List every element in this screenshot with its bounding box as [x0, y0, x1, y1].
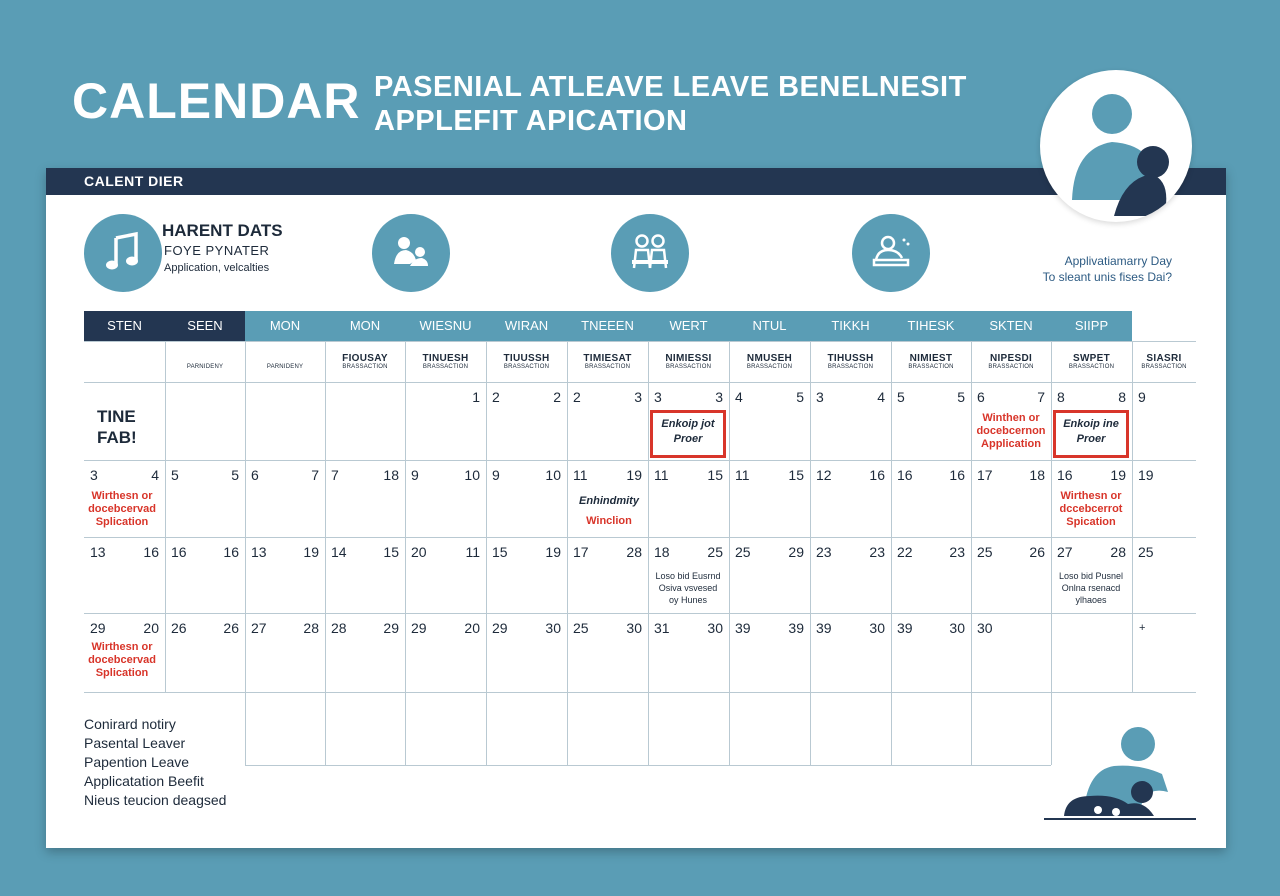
- event-box-line-1: Enkoip jot: [661, 418, 715, 430]
- day-number[interactable]: 3: [654, 389, 662, 405]
- day-number[interactable]: 3: [634, 389, 642, 405]
- page-title: CALENDAR: [72, 73, 361, 129]
- grid-line: [245, 341, 246, 765]
- day-number[interactable]: 4: [877, 389, 885, 405]
- day-number[interactable]: 15: [492, 544, 508, 560]
- grid-line: [405, 341, 406, 765]
- note-event-line-1: Loso bid Pusnel: [1058, 571, 1124, 581]
- day-number[interactable]: 25: [977, 544, 993, 560]
- day-subheader: [1132, 346, 1196, 378]
- day-subheader-label: NIMIEST: [909, 353, 953, 364]
- day-number[interactable]: 2: [492, 389, 500, 405]
- day-number[interactable]: 12: [816, 467, 832, 483]
- day-number[interactable]: 4: [151, 467, 159, 483]
- weekday-header[interactable]: STEN: [84, 311, 165, 341]
- day-number[interactable]: 13: [251, 544, 267, 560]
- parent-with-baby-icon: [1044, 720, 1196, 824]
- day-number[interactable]: 16: [223, 544, 239, 560]
- day-number[interactable]: 26: [171, 620, 187, 636]
- grid-line: [1051, 341, 1052, 765]
- info-note: Application, velcalties: [164, 262, 270, 274]
- application-event-line-3: Splication: [95, 516, 149, 528]
- grid-line: [84, 382, 1196, 383]
- day-number[interactable]: 9: [1138, 389, 1146, 405]
- day-number[interactable]: 11: [654, 467, 669, 483]
- application-event-line-3: Spication: [1066, 516, 1116, 528]
- grid-line: [891, 341, 892, 765]
- day-number[interactable]: 7: [311, 467, 319, 483]
- epidemity-line-1: Enhindmity: [579, 495, 639, 507]
- day-subheader-note: BRASSACTION: [503, 364, 550, 370]
- day-number[interactable]: 30: [626, 620, 642, 636]
- family-icon: [611, 214, 689, 292]
- day-number[interactable]: 29: [788, 544, 804, 560]
- day-number[interactable]: 19: [1138, 467, 1154, 483]
- day-number[interactable]: 26: [223, 620, 239, 636]
- day-number[interactable]: 8: [1057, 389, 1065, 405]
- note-event-line-1: Loso bid Eusrnd: [655, 571, 721, 581]
- note-event-line-2: Osiva vsvesed: [658, 583, 718, 593]
- grid-line: [84, 613, 1196, 614]
- day-number[interactable]: 13: [90, 544, 106, 560]
- day-number[interactable]: 15: [383, 544, 399, 560]
- day-number[interactable]: 16: [143, 544, 159, 560]
- day-number[interactable]: 23: [949, 544, 965, 560]
- grid-line: [165, 341, 166, 692]
- day-number[interactable]: 31: [654, 620, 670, 636]
- day-number[interactable]: 11: [735, 467, 750, 483]
- grid-line: [1132, 341, 1133, 692]
- day-subheader: [486, 346, 567, 378]
- day-number[interactable]: 39: [816, 620, 832, 636]
- day-subheader-label: TIHUSSH: [827, 353, 874, 364]
- day-subheader-label: NIPESDI: [989, 353, 1033, 364]
- application-day-note: [1000, 253, 1172, 285]
- weekday-header[interactable]: SIIPP: [1051, 311, 1132, 341]
- weekday-header[interactable]: WIESNU: [405, 311, 486, 341]
- application-event-line-3: Application: [981, 438, 1041, 450]
- event-box[interactable]: [650, 410, 726, 458]
- music-note-icon: [84, 214, 162, 292]
- day-number[interactable]: 7: [331, 467, 339, 483]
- grid-line: [486, 341, 487, 765]
- day-subheader-note: BRASSACTION: [988, 364, 1034, 370]
- day-number[interactable]: 6: [977, 389, 985, 405]
- day-number[interactable]: 28: [331, 620, 347, 636]
- day-number[interactable]: 22: [897, 544, 913, 560]
- weekday-header[interactable]: SKTEN: [971, 311, 1051, 341]
- day-number[interactable]: 10: [464, 467, 480, 483]
- day-number[interactable]: 17: [573, 544, 589, 560]
- day-subheader-note: PARNIDENY: [266, 364, 304, 370]
- day-subheader: [325, 346, 405, 378]
- legend-item: Papention Leave: [84, 754, 190, 770]
- grid-line: [84, 692, 1196, 693]
- day-number[interactable]: 23: [869, 544, 885, 560]
- legend: [84, 715, 226, 810]
- weekday-header[interactable]: TNEEEN: [567, 311, 648, 341]
- day-number[interactable]: 30: [545, 620, 561, 636]
- day-number[interactable]: 1: [472, 389, 480, 405]
- day-number[interactable]: 30: [949, 620, 965, 636]
- day-subheader-label: TINUESH: [422, 353, 469, 364]
- day-number[interactable]: 2: [573, 389, 581, 405]
- day-number[interactable]: 25: [735, 544, 751, 560]
- application-event-line-2: docebcervad: [88, 654, 156, 666]
- grid-line: [971, 341, 972, 765]
- weekday-header[interactable]: TIHESK: [891, 311, 971, 341]
- day-number[interactable]: 14: [331, 544, 347, 560]
- legend-item: Nieus teucion deagsed: [84, 792, 227, 808]
- day-subheader-note: BRASSACTION: [1068, 364, 1115, 370]
- day-number[interactable]: 27: [251, 620, 267, 636]
- event-box-line-2: Proer: [1076, 433, 1106, 445]
- day-number[interactable]: 28: [626, 544, 642, 560]
- day-subheader: [567, 346, 648, 378]
- page-subtitle: [374, 70, 967, 138]
- application-event-line-1: Wirthesn or: [1060, 490, 1122, 502]
- note-event-line-3: ylhaoes: [1075, 595, 1107, 605]
- day-number[interactable]: 16: [897, 467, 913, 483]
- day-subheader: [971, 346, 1051, 378]
- day-subheader: [405, 346, 486, 378]
- day-number[interactable]: 3: [90, 467, 98, 483]
- day-number[interactable]: 23: [816, 544, 832, 560]
- day-subheader-note: BRASSACTION: [827, 364, 874, 370]
- day-number[interactable]: 5: [171, 467, 179, 483]
- day-number[interactable]: 39: [735, 620, 751, 636]
- day-number[interactable]: 5: [957, 389, 965, 405]
- day-subheader-note: BRASSACTION: [422, 364, 469, 370]
- day-subheader: [729, 346, 810, 378]
- application-event[interactable]: [1053, 490, 1129, 529]
- page-subtitle-line-1: PASENIAL ATLEAVE LEAVE BENELNESIT: [374, 71, 967, 103]
- epidemity-event[interactable]: [570, 491, 648, 531]
- day-number[interactable]: 18: [654, 544, 670, 560]
- day-subheader-label: SWPET: [1072, 353, 1111, 364]
- day-subheader: [165, 346, 245, 378]
- weekday-header[interactable]: WIRAN: [486, 311, 567, 341]
- day-number[interactable]: 29: [411, 620, 427, 636]
- day-subheader-note: BRASSACTION: [342, 364, 388, 370]
- day-subheader-note: BRASSACTION: [1141, 364, 1187, 370]
- weekday-header[interactable]: MON: [245, 311, 325, 341]
- day-number[interactable]: 7: [1037, 389, 1045, 405]
- day-number[interactable]: 4: [735, 389, 743, 405]
- day-number[interactable]: 16: [949, 467, 965, 483]
- day-number[interactable]: 20: [411, 544, 427, 560]
- day-subheader: [891, 346, 971, 378]
- day-number[interactable]: 5: [796, 389, 804, 405]
- parent-holding-baby-icon: [1040, 70, 1192, 222]
- day-number[interactable]: 15: [707, 467, 723, 483]
- application-event-line-1: Wirthesn or: [91, 490, 153, 502]
- tine-fab-line-1: TINE: [97, 407, 136, 426]
- tine-fab-line-2: FAB!: [97, 428, 137, 447]
- grid-line: [567, 341, 568, 765]
- day-number[interactable]: 29: [492, 620, 508, 636]
- day-number[interactable]: 19: [626, 467, 642, 483]
- day-number[interactable]: 18: [1029, 467, 1045, 483]
- day-number[interactable]: 16: [1057, 467, 1073, 483]
- day-number[interactable]: 39: [897, 620, 913, 636]
- add-event-button[interactable]: +: [1139, 622, 1146, 634]
- weekday-header[interactable]: TIKKH: [810, 311, 891, 341]
- application-event-line-2: dccebcerrot: [1059, 503, 1123, 515]
- day-subheader: [648, 346, 729, 378]
- day-number[interactable]: 15: [788, 467, 804, 483]
- grid-line: [648, 341, 649, 765]
- day-number[interactable]: 9: [492, 467, 500, 483]
- note-event-line-2: Onlna rsenacd: [1061, 583, 1121, 593]
- day-subheader-label: NIMIESSI: [665, 353, 712, 364]
- calendar-card-bar: CALENT DIER: [46, 168, 1226, 195]
- day-number[interactable]: 5: [897, 389, 905, 405]
- application-day-line-1: Applivatiamarry Day: [1064, 254, 1172, 268]
- day-number[interactable]: 30: [869, 620, 885, 636]
- day-number[interactable]: 29: [383, 620, 399, 636]
- application-event-line-1: Winthen or: [982, 412, 1040, 424]
- day-number[interactable]: 16: [869, 467, 885, 483]
- day-number[interactable]: 20: [143, 620, 159, 636]
- grid-line: [84, 537, 1196, 538]
- legend-item: Pasental Leaver: [84, 735, 186, 751]
- event-box-line-2: Proer: [673, 433, 703, 445]
- grid-line: [325, 341, 326, 765]
- application-event-line-2: docebcervad: [88, 503, 156, 515]
- application-event-line-2: docebcernon: [976, 425, 1046, 437]
- day-subheader: [1051, 346, 1132, 378]
- day-number[interactable]: 20: [464, 620, 480, 636]
- application-event-line-3: Splication: [95, 667, 149, 679]
- event-box[interactable]: [1053, 410, 1129, 458]
- day-number[interactable]: 16: [171, 544, 187, 560]
- day-number[interactable]: 10: [545, 467, 561, 483]
- day-number[interactable]: 17: [977, 467, 993, 483]
- day-subheader-note: BRASSACTION: [665, 364, 712, 370]
- day-number[interactable]: 30: [977, 620, 993, 636]
- grid-line: [729, 341, 730, 765]
- event-box-line-1: Enkoip ine: [1063, 418, 1119, 430]
- day-number[interactable]: 11: [573, 467, 588, 483]
- application-day-line-2: To sleant unis fises Dai?: [1042, 270, 1172, 284]
- day-number[interactable]: 11: [465, 544, 480, 560]
- day-number[interactable]: 19: [1110, 467, 1126, 483]
- weekday-header[interactable]: WERT: [648, 311, 729, 341]
- day-number[interactable]: 28: [303, 620, 319, 636]
- day-number[interactable]: 27: [1057, 544, 1073, 560]
- day-subheader-note: BRASSACTION: [746, 364, 793, 370]
- page-subtitle-line-2: APPLEFIT APICATION: [374, 105, 688, 137]
- day-number[interactable]: 25: [707, 544, 723, 560]
- day-subheader-note: PARNIDENY: [186, 364, 224, 370]
- application-event[interactable]: [84, 490, 160, 529]
- day-number[interactable]: 18: [383, 467, 399, 483]
- day-subheader-note: BRASSACTION: [584, 364, 631, 370]
- day-number[interactable]: 5: [231, 467, 239, 483]
- weekday-header[interactable]: SEEN: [165, 311, 245, 341]
- day-number[interactable]: 25: [1138, 544, 1154, 560]
- grid-line: [84, 341, 1196, 342]
- epidemity-line-2: Winclion: [586, 515, 632, 527]
- application-event[interactable]: [972, 412, 1050, 451]
- day-subheader: [84, 346, 165, 378]
- day-number[interactable]: 3: [816, 389, 824, 405]
- day-number[interactable]: 19: [545, 544, 561, 560]
- day-number[interactable]: 8: [1118, 389, 1126, 405]
- day-number[interactable]: 25: [573, 620, 589, 636]
- tine-fab-label: [97, 406, 137, 448]
- weekday-header[interactable]: MON: [325, 311, 405, 341]
- day-number[interactable]: 26: [1029, 544, 1045, 560]
- note-event[interactable]: [650, 570, 726, 606]
- baby-care-icon: [852, 214, 930, 292]
- day-subheader-label: NMUSEH: [746, 353, 793, 364]
- grid-line: [810, 341, 811, 765]
- day-subheader: [810, 346, 891, 378]
- parent-child-icon: [372, 214, 450, 292]
- day-subheader-label: FIOUSAY: [342, 353, 388, 364]
- legend-item: Applicatation Beefit: [84, 773, 204, 789]
- day-subheader-note: BRASSACTION: [908, 364, 954, 370]
- grid-line: [245, 765, 1051, 766]
- day-number[interactable]: 19: [303, 544, 319, 560]
- day-number[interactable]: 29: [90, 620, 106, 636]
- day-number[interactable]: 3: [715, 389, 723, 405]
- info-title: HARENT DATS: [162, 221, 283, 240]
- day-number[interactable]: 30: [707, 620, 723, 636]
- day-number[interactable]: 28: [1110, 544, 1126, 560]
- day-number[interactable]: 6: [251, 467, 259, 483]
- day-number[interactable]: 39: [788, 620, 804, 636]
- info-subtitle: FOYE PYNATER: [164, 243, 270, 258]
- grid-line: [84, 460, 1196, 461]
- day-number[interactable]: 9: [411, 467, 419, 483]
- weekday-header[interactable]: NTUL: [729, 311, 810, 341]
- day-subheader-label: TIUUSSH: [503, 353, 550, 364]
- note-event-line-3: oy Hunes: [668, 595, 708, 605]
- day-subheader-label: TIMIESAT: [583, 353, 632, 364]
- note-event[interactable]: [1053, 570, 1129, 606]
- legend-item: Conirard notiry: [84, 716, 176, 732]
- application-event-line-1: Wirthesn or: [91, 641, 153, 653]
- day-number[interactable]: 2: [553, 389, 561, 405]
- application-event[interactable]: [84, 641, 160, 680]
- day-subheader: [245, 346, 325, 378]
- day-subheader-label: SIASRI: [1146, 353, 1182, 364]
